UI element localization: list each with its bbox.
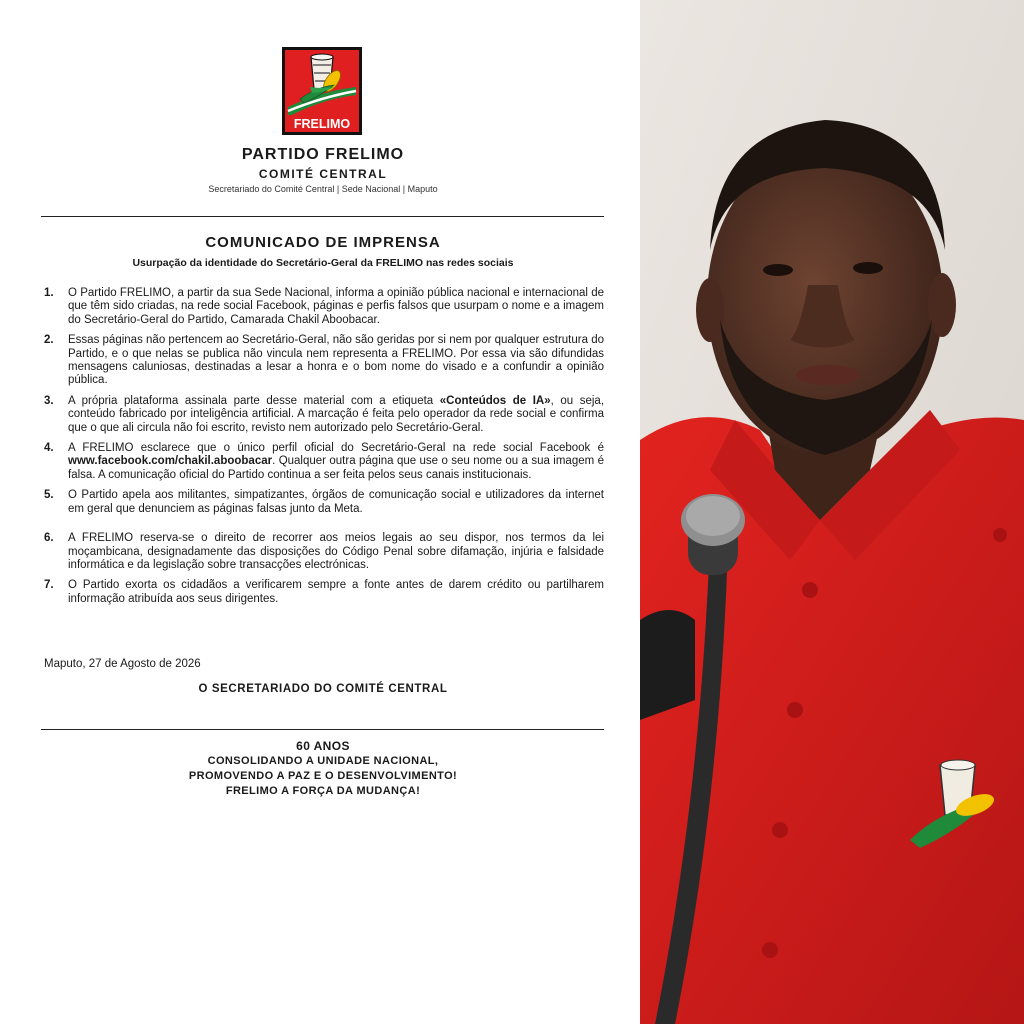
point-text: O Partido FRELIMO, a partir da sua Sede Nacional, informa a opinião pública nacional e internacional de que têm sido criadas, na rede social Facebook, páginas e perfis falsos que usurpam o nome e a imagem do Secretário-Geral do Partido, Camarada Chakil Aboobacar. <box>68 287 604 326</box>
point-2 <box>44 334 604 388</box>
point-5 <box>44 489 604 516</box>
slogan-line-2: PROMOVENDO A PAZ E O DESENVOLVIMENTO! <box>188 770 458 782</box>
logo-text: FRELIMO <box>293 117 351 131</box>
press-title: COMUNICADO DE IMPRENSA <box>205 234 441 251</box>
point-7 <box>44 579 604 606</box>
slogan-line-3: FRELIMO A FORÇA DA MUDANÇA! <box>225 785 421 797</box>
numbered-points <box>44 287 604 613</box>
point-text: Essas páginas não pertencem ao Secretário-Geral, não são geridas por si nem por qualquer estrutura do Partido, e o que nelas se publica não vincula nem representa a FRELIMO. Por essa via são difundidas mensagens caluniosas, destinadas a lesar a honra e o bom nome do visado e a confundir a opinião pública. <box>68 334 604 387</box>
point-text-pre: A própria plataforma assinala parte desse material com a etiqueta <box>68 394 440 407</box>
secretary-general-photo <box>640 0 1024 1024</box>
committee-name: COMITÉ CENTRAL <box>258 167 388 181</box>
point-number: 7. <box>44 579 54 592</box>
point-text-post: . Qualquer outra página que use o seu nome ou a sua imagem é falsa. A comunicação oficial do Partido continua a ser feita pelos seus canais institucionais. <box>68 455 604 481</box>
point-1 <box>44 287 604 327</box>
point-text: A FRELIMO reserva-se o direito de recorrer aos meios legais ao seu dispor, nos termos da lei moçambicana, designadamente das disposições do Código Penal sobre difamação, injúria e falsidade informática e da legislação sobre transacções electrónicas. <box>68 532 604 571</box>
anniversary-years: 60 ANOS <box>296 739 350 753</box>
point-number: 3. <box>44 394 54 407</box>
point-3 <box>44 395 604 435</box>
point-number: 1. <box>44 287 54 299</box>
footer-slogan <box>0 739 646 799</box>
point-number: 2. <box>44 334 54 347</box>
point-6 <box>44 532 604 572</box>
official-facebook-link[interactable]: www.facebook.com/chakil.aboobacar <box>68 455 273 468</box>
slogan-line-1: CONSOLIDANDO A UNIDADE NACIONAL, <box>207 755 439 767</box>
frelimo-logo <box>282 47 362 135</box>
press-subtitle: Usurpação da identidade do Secretário-Geral da FRELIMO nas redes sociais <box>132 257 514 269</box>
point-text: O Partido apela aos militantes, simpatizantes, órgãos de comunicação social e utilizadores da internet em geral que denunciem as páginas falsas junto da Meta. <box>68 489 604 515</box>
point-text-post: , ou seja, conteúdo fabricado por inteligência artificial. A marcação é feita pelo operador da rede social e confirma que o que ali circula não foi escrito, revisto nem autorizado pelo Secretário-Geral. <box>68 394 605 434</box>
signature: O SECRETARIADO DO COMITÉ CENTRAL <box>198 683 448 695</box>
header-subline: Secretariado do Comité Central | Sede Nacional | Maputo <box>208 184 438 194</box>
point-number: 4. <box>44 442 54 455</box>
header-divider <box>41 216 604 217</box>
org-name: PARTIDO FRELIMO <box>241 146 405 163</box>
point-text: O Partido exorta os cidadãos a verificarem sempre a fonte antes de darem crédito ou partilharem informação atribuída aos seus dirigentes. <box>68 579 604 605</box>
point-4 <box>44 442 604 482</box>
date-line: Maputo, 27 de Agosto de 2026 <box>44 658 201 670</box>
point-text-pre: A FRELIMO esclarece que o único perfil oficial do Secretário-Geral na rede social Facebook é <box>68 442 604 455</box>
ai-content-label: «Conteúdos de IA» <box>439 394 551 407</box>
point-number: 5. <box>44 489 54 502</box>
point-number: 6. <box>44 532 54 545</box>
footer-divider <box>41 729 604 730</box>
